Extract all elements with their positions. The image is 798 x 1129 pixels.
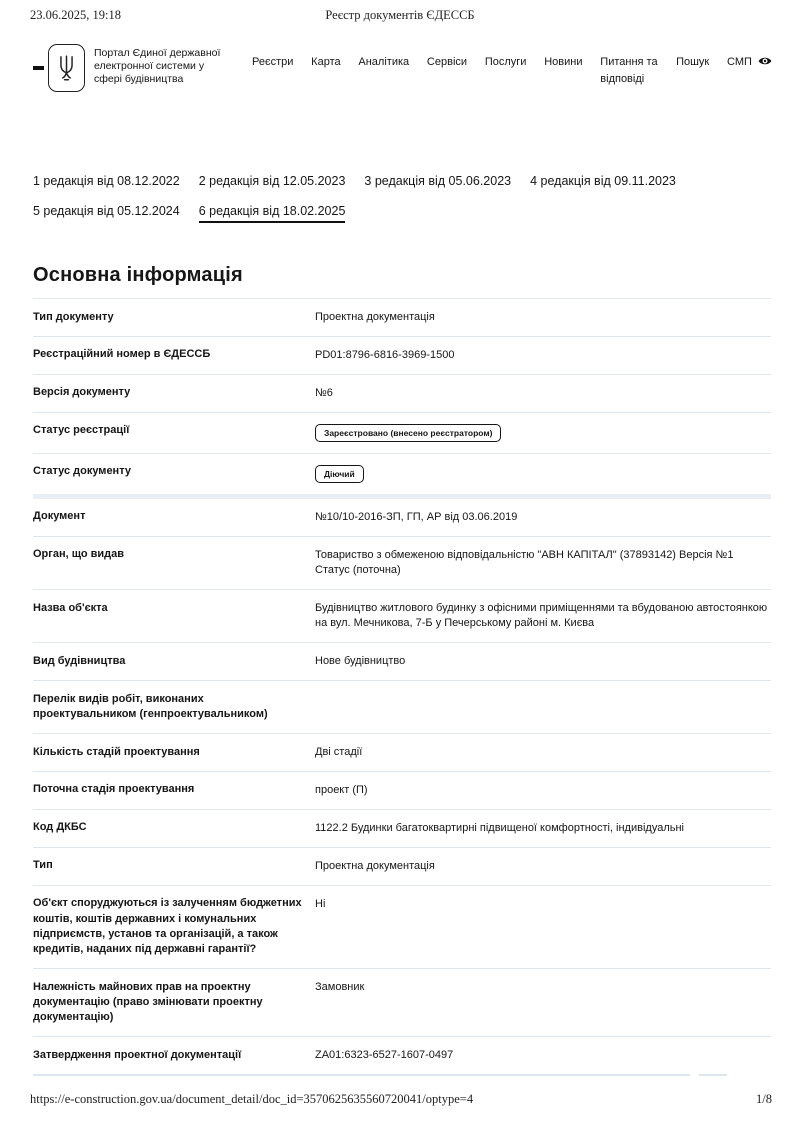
info-row-label: Кількість стадій проектування: [33, 745, 200, 758]
revision-tab-4[interactable]: 4 редакція від 09.11.2023: [530, 174, 676, 188]
info-row-value: №10/10-2016-ЗП, ГП, АР від 03.06.2019: [315, 510, 518, 523]
logo-dash: [33, 66, 44, 70]
info-row: [33, 536, 771, 589]
revision-tab-1[interactable]: 1 редакція від 08.12.2022: [33, 174, 180, 188]
site-header: [33, 44, 772, 92]
footer-url: https://e-construction.gov.ua/document_detail/doc_id=3570625635560720041/optype=4: [30, 1092, 474, 1106]
info-row-value: [315, 692, 771, 693]
info-row-value: Проектна документація: [315, 311, 435, 323]
logo-text: Портал Єдиної державної електронної системи у сфері будівництва: [94, 47, 221, 86]
info-row-label: Реєстраційний номер в ЄДЕССБ: [33, 348, 211, 361]
info-row-value: 1122.2 Будинки багатоквартирні підвищеної комфортності, індивідуальні: [315, 821, 684, 834]
info-row-value: Будівництво житлового будинку з офісними приміщеннями та вбудованою автостоянкою на вул. Мечникова, 7-Б у Печерському районі м. Києва: [315, 602, 768, 630]
info-row: [33, 885, 771, 969]
info-row-label: Належність майнових прав на проектну документацію (право змінювати проектну документацію): [33, 980, 263, 1024]
info-row-value: №6: [315, 386, 333, 399]
info-row-value: PD01:8796-6816-3969-1500: [315, 348, 455, 361]
print-datetime: 23.06.2025, 19:18: [30, 8, 121, 22]
nav-item-pytannia-ta-vidpovidi[interactable]: Питання та відповіді: [600, 56, 658, 85]
info-row-value: Товариство з обмеженою відповідальністю "АВН КАПІТАЛ" (37893142) Версія №1 Статус (поточна): [315, 548, 734, 577]
info-table: [33, 298, 771, 1076]
print-title: Реєстр документів ЄДЕССБ: [325, 8, 475, 22]
trident-logo-icon: [48, 44, 85, 92]
status-badge: Діючий: [315, 465, 364, 484]
accessibility-eye-icon[interactable]: [758, 55, 772, 70]
info-row-value: [315, 423, 771, 442]
print-footer: [30, 1092, 772, 1107]
nav-item-novyny[interactable]: Новини: [544, 56, 583, 68]
table-bottom-divider: [33, 1074, 771, 1076]
info-row: [33, 968, 771, 1036]
section-title: Основна інформація: [33, 264, 243, 287]
info-row-label: Назва об'єкта: [33, 601, 108, 614]
info-row: [33, 589, 771, 642]
revision-tab-6[interactable]: 6 редакція від 18.02.2025: [199, 204, 346, 223]
info-row: [33, 298, 771, 336]
nav-item-poshuk[interactable]: Пошук: [676, 56, 710, 68]
info-row: [33, 642, 771, 680]
info-row-label: Затвердження проектної документації: [33, 1048, 242, 1061]
portal-logo[interactable]: [33, 44, 238, 92]
info-row-label: Перелік видів робіт, виконаних проектувальником (генпроектувальником): [33, 692, 268, 721]
revision-tabs: [33, 174, 773, 223]
info-row-value: Дві стадії: [315, 746, 363, 759]
info-row-value: Проектна документація: [315, 859, 435, 872]
info-row-label: Документ: [33, 510, 86, 523]
info-row-label: Тип документу: [33, 310, 114, 323]
info-row: [33, 809, 771, 847]
info-row-label: Вид будівництва: [33, 654, 126, 667]
info-row: [33, 1036, 771, 1074]
info-row: [33, 494, 771, 536]
info-row-label: Орган, що видав: [33, 548, 125, 561]
info-row: [33, 771, 771, 809]
info-row-label: Об'єкт споруджуються із залученням бюджетних коштів, коштів державних і комунальних підприємств, установ та організацій, а також кредитів, наданих під державні гарантії?: [33, 897, 302, 956]
info-row-label: Статус реєстрації: [33, 424, 130, 437]
info-row-value: Замовник: [315, 981, 365, 994]
info-row-value: ZA01:6323-6527-1607-0497: [315, 1049, 454, 1062]
info-row-value: Нове будівництво: [315, 655, 406, 668]
revision-tab-2[interactable]: 2 редакція від 12.05.2023: [198, 174, 346, 188]
main-nav: [238, 44, 758, 87]
info-row: [33, 680, 771, 733]
info-row-value: [315, 464, 771, 483]
info-row: [33, 336, 771, 374]
nav-item-posluhy[interactable]: Послуги: [484, 56, 527, 68]
info-row-value: проект (П): [315, 783, 368, 796]
nav-item-smp[interactable]: СМП: [727, 56, 752, 68]
info-row: [33, 733, 771, 771]
info-row-label: Тип: [33, 859, 53, 872]
info-row-label: Версія документу: [33, 386, 131, 399]
nav-item-servisy[interactable]: Сервіси: [426, 56, 468, 68]
nav-item-karta[interactable]: Карта: [311, 56, 341, 68]
info-row-value: Ні: [315, 897, 326, 910]
info-row: [33, 453, 771, 494]
revision-tab-3[interactable]: 3 редакція від 05.06.2023: [364, 174, 512, 188]
info-row: [33, 412, 771, 453]
nav-item-analityka[interactable]: Аналітика: [358, 56, 410, 68]
info-row: [33, 847, 771, 885]
nav-item-reiestry[interactable]: Реєстри: [252, 56, 294, 68]
print-header: [30, 8, 770, 26]
info-row-label: Поточна стадія проектування: [33, 783, 195, 796]
revision-tab-5[interactable]: 5 редакція від 05.12.2024: [33, 204, 180, 218]
info-row: [33, 374, 771, 412]
status-badge: Зареєстровано (внесено реєстратором): [315, 424, 501, 443]
info-row-label: Статус документу: [33, 465, 131, 478]
footer-page-number: 1/8: [756, 1092, 772, 1106]
info-row-label: Код ДКБС: [33, 821, 87, 834]
